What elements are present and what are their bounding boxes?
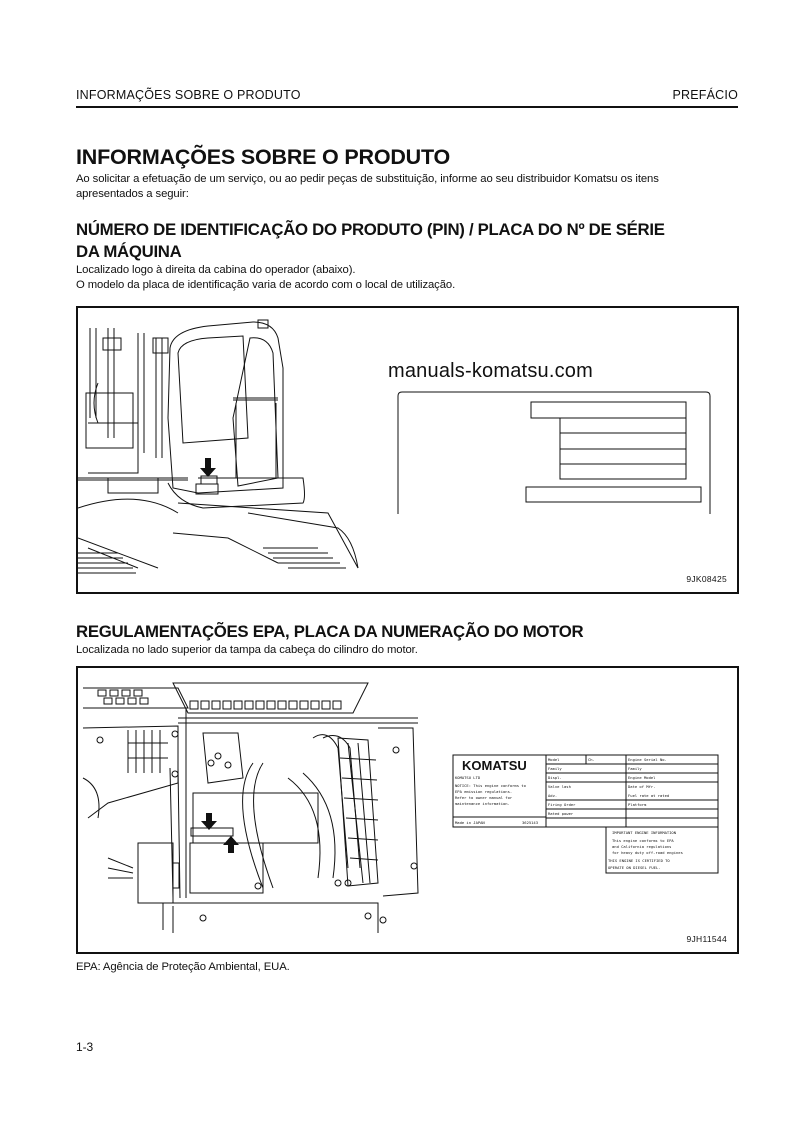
section-heading-epa: REGULAMENTAÇÕES EPA, PLACA DA NUMERAÇÃO DO MOTOR: [76, 622, 584, 641]
svg-text:Engine Serial No.: Engine Serial No.: [628, 757, 667, 762]
section-body-pin-line1: Localizado logo à direita da cabina do operador (abaixo).: [76, 264, 356, 276]
svg-text:Family: Family: [548, 766, 562, 771]
made-in-label: Made in JAPAN: [455, 820, 485, 825]
svg-text:and California regulations: and California regulations: [612, 844, 672, 849]
plate-notice-title: IMPORTANT ENGINE INFORMATION: [612, 830, 677, 835]
svg-text:Displ.: Displ.: [548, 775, 562, 780]
section-body-epa: Localizada no lado superior da tampa da cabeça do cilindro do motor.: [76, 644, 418, 656]
svg-text:Date of Mfr.: Date of Mfr.: [628, 784, 656, 789]
running-header: [76, 88, 738, 108]
section-epa-plate: [76, 621, 746, 658]
intro-paragraph: [76, 172, 746, 202]
engine-compartment-illustration: [78, 668, 423, 952]
svg-text:THIS ENGINE IS CERTIFIED TO: THIS ENGINE IS CERTIFIED TO: [608, 858, 670, 863]
figure-epa-plate: [76, 666, 739, 954]
plate-part-number: 3625143: [522, 820, 539, 825]
svg-text:maintenance information.: maintenance information.: [455, 801, 510, 806]
svg-text:Refer to owner manual for: Refer to owner manual for: [455, 795, 513, 800]
epa-engine-plate: [452, 754, 720, 874]
svg-text:OPERATE ON DIESEL FUEL.: OPERATE ON DIESEL FUEL.: [608, 865, 661, 870]
location-arrow-icon: [200, 458, 216, 477]
komatsu-logo: KOMATSU: [462, 758, 527, 773]
section-body-pin: [76, 263, 746, 293]
figure-code-epa: 9JH11544: [686, 934, 727, 944]
footnote: EPA: Agência de Proteção Ambiental, EUA.: [76, 961, 290, 973]
arrow-up-icon: [223, 836, 239, 853]
intro-line-2: apresentados a seguir:: [76, 188, 189, 200]
figure-code-pin: 9JK08425: [686, 574, 727, 584]
svg-text:Firing Order: Firing Order: [548, 802, 576, 807]
svg-text:Valve lash: Valve lash: [548, 784, 571, 789]
svg-text:This engine conforms to EPA: This engine conforms to EPA: [612, 838, 674, 843]
svg-text:Adv.: Adv.: [548, 793, 558, 798]
page-number: 1-3: [76, 1040, 94, 1054]
svg-text:Rated power: Rated power: [548, 811, 574, 816]
svg-text:for heavy duty off-road engine: for heavy duty off-road engines: [612, 850, 683, 855]
svg-text:Family: Family: [628, 766, 642, 771]
svg-text:NOTICE: This engine conforms t: NOTICE: This engine conforms to: [455, 783, 526, 788]
svg-text:Fuel rate at rated: Fuel rate at rated: [628, 793, 670, 798]
section-heading-pin-line2: DA MÁQUINA: [76, 242, 182, 261]
header-rule: [76, 106, 738, 108]
section-pin-plate: [76, 219, 746, 293]
section-body-pin-line2: O modelo da placa de identificação varia de acordo com o local de utilização.: [76, 279, 456, 291]
arrow-down-icon: [201, 813, 217, 830]
svg-text:Platform: Platform: [628, 802, 647, 807]
running-header-right: PREFÁCIO: [672, 88, 738, 102]
watermark-text: manuals-komatsu.com: [388, 360, 593, 382]
section-heading-pin: [76, 219, 746, 263]
page-title: INFORMAÇÕES SOBRE O PRODUTO: [76, 145, 451, 169]
excavator-cab-illustration: [78, 308, 388, 592]
svg-text:EPA emission regulations.: EPA emission regulations.: [455, 789, 513, 794]
pin-plate-schematic: [396, 390, 716, 515]
figure-pin-plate: [76, 306, 739, 594]
intro-line-1: Ao solicitar a efetuação de um serviço, ou ao pedir peças de substituição, informe ao seu distribuidor Komatsu os itens: [76, 173, 659, 185]
svg-text:Model: Model: [548, 757, 560, 762]
running-header-left: INFORMAÇÕES SOBRE O PRODUTO: [76, 88, 301, 102]
svg-text:KOMATSU LTD: KOMATSU LTD: [455, 775, 481, 780]
svg-text:Engine Model: Engine Model: [628, 775, 656, 780]
section-heading-pin-line1: NÚMERO DE IDENTIFICAÇÃO DO PRODUTO (PIN) / PLACA DO Nº DE SÉRIE: [76, 220, 665, 239]
svg-text:Ch.: Ch.: [588, 757, 595, 762]
